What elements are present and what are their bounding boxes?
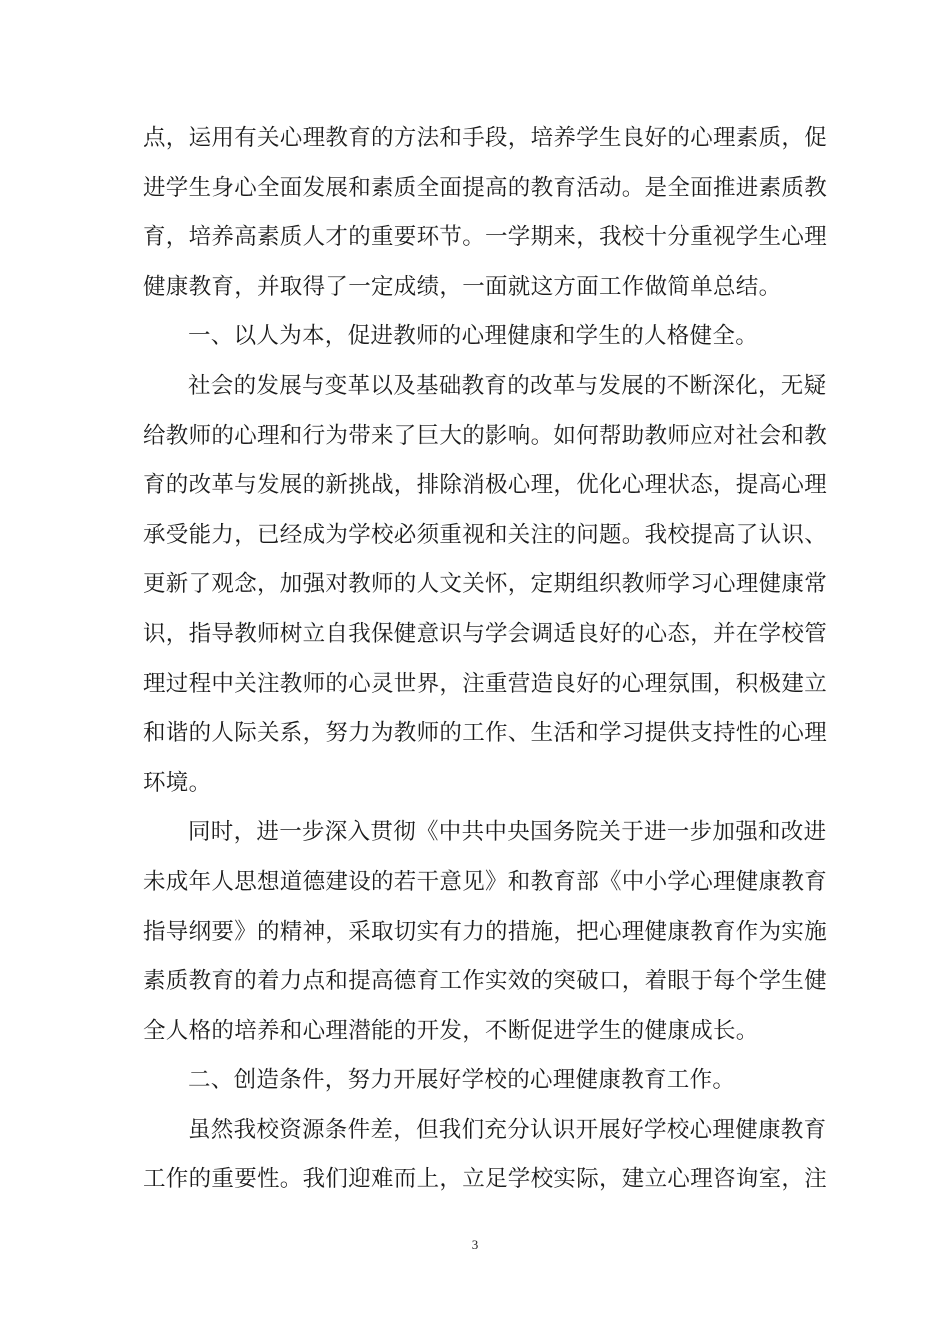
paragraph xyxy=(143,808,828,1056)
paragraph xyxy=(143,1106,828,1205)
text-line: 虽然我校资源条件差，但我们充分认识开展好学校心理健康教育 xyxy=(188,1116,827,1143)
text-line: 育，培养高素质人才的重要环节。一学期来，我校十分重视学生心理 xyxy=(143,224,828,251)
text-line: 健康教育，并取得了一定成绩，一面就这方面工作做简单总结。 xyxy=(143,273,782,300)
text-line: 工作的重要性。我们迎难而上，立足学校实际，建立心理咨询室，注 xyxy=(143,1166,828,1193)
paragraph xyxy=(143,1056,809,1106)
paragraph xyxy=(143,362,828,808)
document-body xyxy=(143,114,828,1205)
text-line: 一、以人为本，促进教师的心理健康和学生的人格健全。 xyxy=(188,323,759,350)
paragraph xyxy=(143,312,809,362)
paragraph xyxy=(143,114,828,312)
text-line: 素质教育的着力点和提高德育工作实效的突破口，着眼于每个学生健 xyxy=(143,968,828,995)
text-line: 进学生身心全面发展和素质全面提高的教育活动。是全面推进素质教 xyxy=(143,174,828,201)
text-line: 给教师的心理和行为带来了巨大的影响。如何帮助教师应对社会和教 xyxy=(143,422,828,449)
text-line: 二、创造条件，努力开展好学校的心理健康教育工作。 xyxy=(188,1067,736,1094)
text-line: 未成年人思想道德建设的若干意见》和教育部《中小学心理健康教育 xyxy=(143,868,828,895)
text-line: 育的改革与发展的新挑战，排除消极心理，优化心理状态，提高心理 xyxy=(143,472,828,499)
text-line: 识，指导教师树立自我保健意识与学会调适良好的心态，并在学校管 xyxy=(143,620,828,647)
text-line: 理过程中关注教师的心灵世界，注重营造良好的心理氛围，积极建立 xyxy=(143,670,828,697)
text-line: 全人格的培养和心理潜能的开发，不断促进学生的健康成长。 xyxy=(143,1017,759,1044)
text-line: 和谐的人际关系，努力为教师的工作、生活和学习提供支持性的心理 xyxy=(143,720,828,747)
text-line: 承受能力，已经成为学校必须重视和关注的问题。我校提高了认识、 xyxy=(143,521,828,548)
text-line: 指导纲要》的精神，采取切实有力的措施，把心理健康教育作为实施 xyxy=(143,918,828,945)
text-line: 同时，进一步深入贯彻《中共中央国务院关于进一步加强和改进 xyxy=(188,819,827,846)
text-line: 环境。 xyxy=(143,769,212,796)
text-line: 社会的发展与变革以及基础教育的改革与发展的不断深化，无疑 xyxy=(188,372,827,399)
page-number: 3 xyxy=(471,1237,479,1252)
text-line: 更新了观念，加强对教师的人文关怀，定期组织教师学习心理健康常 xyxy=(143,571,828,598)
text-line: 点，运用有关心理教育的方法和手段，培养学生良好的心理素质，促 xyxy=(143,125,828,151)
